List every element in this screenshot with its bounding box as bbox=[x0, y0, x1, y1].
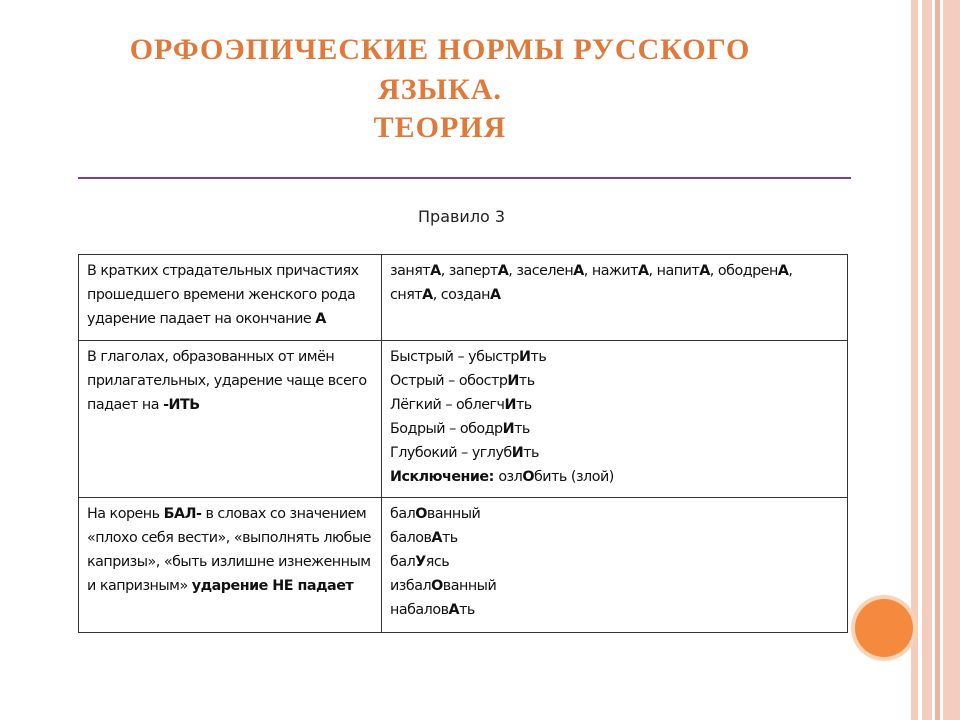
rules-table bbox=[78, 254, 848, 633]
rule-root: БАЛ- bbox=[163, 506, 202, 522]
slide-title-line3: ТЕОРИЯ bbox=[373, 111, 507, 144]
rule-cell bbox=[79, 255, 382, 341]
stressed-letter: А bbox=[777, 263, 789, 279]
stressed-letter: А bbox=[497, 263, 509, 279]
example-line: балОванный bbox=[390, 506, 481, 522]
example-word-part: , заперт bbox=[440, 263, 498, 279]
stressed-letter: А bbox=[573, 263, 584, 279]
stressed-letter: А bbox=[637, 263, 649, 279]
example-line: избалОванный bbox=[390, 578, 497, 594]
table-row bbox=[79, 341, 848, 498]
example-line: балУясь bbox=[390, 554, 450, 570]
example-line: набаловАть bbox=[390, 602, 475, 618]
examples-cell bbox=[382, 341, 848, 498]
example-word-part: , заселен bbox=[508, 263, 574, 279]
example-line: Острый – обострИть bbox=[390, 373, 535, 389]
example-word-part: , снят bbox=[390, 263, 793, 303]
stressed-letter: А bbox=[699, 263, 710, 279]
slide-title-line2: ЯЗЫКА. bbox=[378, 73, 502, 106]
rule-ending: -ИТЬ bbox=[163, 397, 200, 413]
stripe-1 bbox=[911, 0, 918, 720]
rule-caption: Правило 3 bbox=[418, 207, 506, 226]
examples-cell bbox=[382, 255, 848, 341]
example-line: баловАть bbox=[390, 530, 458, 546]
example-line: Глубокий – углубИть bbox=[390, 445, 539, 461]
decorative-border-stripes bbox=[910, 0, 960, 720]
decorative-orange-circle bbox=[855, 599, 913, 657]
example-word-part: занят bbox=[390, 263, 431, 279]
stressed-letter: А bbox=[422, 287, 433, 303]
table-row bbox=[79, 498, 848, 633]
example-word-part: , ободрен bbox=[709, 263, 778, 279]
rule-cell bbox=[79, 498, 382, 633]
stripe-3 bbox=[935, 0, 940, 720]
stripe-2 bbox=[922, 0, 932, 720]
slide-title-line1: ОРФОЭПИЧЕСКИЕ НОРМЫ РУССКОГО bbox=[129, 33, 751, 66]
rule-cell bbox=[79, 341, 382, 498]
rule-text: в словах со значением «плохо себя вести», «выполнять любые капризы», «быть излишне изнеженным и капризным» bbox=[87, 506, 371, 594]
stressed-letter: А bbox=[430, 263, 441, 279]
table-row bbox=[79, 255, 848, 341]
rule-text: На корень bbox=[87, 506, 164, 522]
examples-cell bbox=[382, 498, 848, 633]
rule-text: В кратких страдательных причастиях прошедшего времени женского рода ударение падает на окончание bbox=[87, 263, 359, 327]
example-word-part: , напит bbox=[648, 263, 700, 279]
rule-text: В глаголах, образованных от имён прилагательных, ударение чаще всего падает на bbox=[87, 349, 367, 413]
example-line: Лёгкий – облегчИть bbox=[390, 397, 532, 413]
example-word-part: , нажит bbox=[583, 263, 638, 279]
example-word-part: , создан bbox=[432, 287, 491, 303]
exception-line: Исключение: озлОбить (злой) bbox=[390, 469, 614, 485]
rule-emphasis: ударение НЕ падает bbox=[191, 578, 354, 594]
stressed-letter: А bbox=[490, 287, 501, 303]
stripe-4 bbox=[943, 0, 960, 720]
title-divider bbox=[78, 177, 851, 179]
rule-ending: А bbox=[315, 311, 326, 327]
example-line: Быстрый – убыстрИть bbox=[390, 349, 547, 365]
example-line: Бодрый – ободрИть bbox=[390, 421, 530, 437]
